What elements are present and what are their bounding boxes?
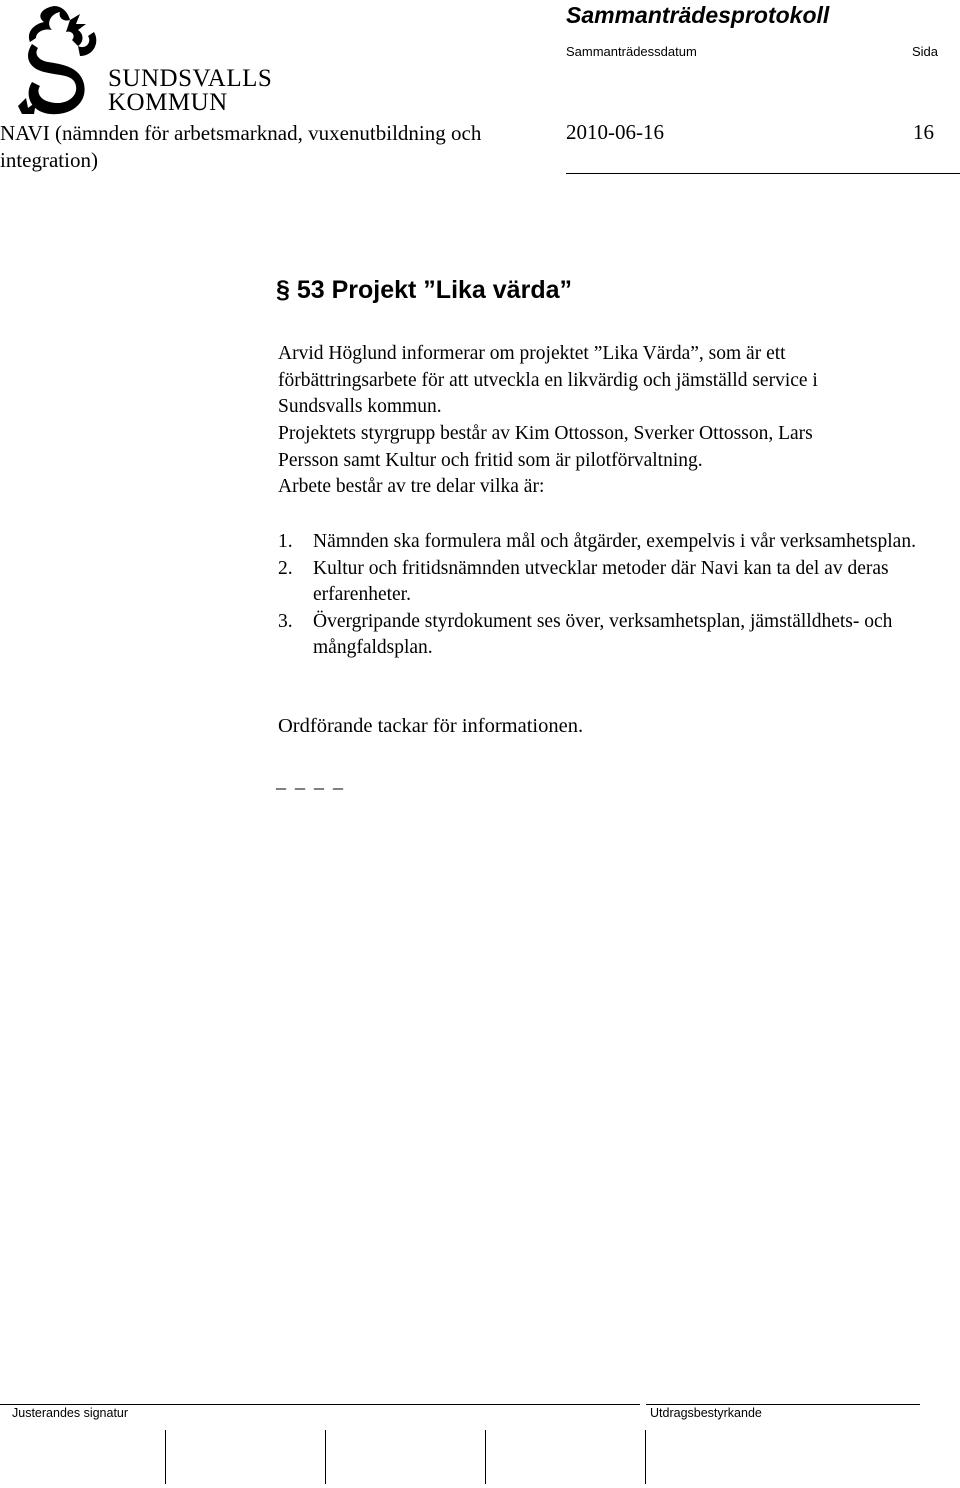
page-label: Sida <box>912 44 939 59</box>
signature-box-divider <box>325 1430 326 1484</box>
numbered-list <box>278 529 918 662</box>
paragraph-line: Arbete består av tre delar vilka är: <box>278 476 545 497</box>
list-item <box>278 556 918 609</box>
list-number: 2. <box>278 557 293 579</box>
header-divider <box>566 173 960 174</box>
list-text: Nämnden ska formulera mål och åtgärder, exempelvis i vår verksamhetsplan. <box>313 531 916 552</box>
list-number: 1. <box>278 531 293 552</box>
paragraph-line: Projektets styrgrupp består av Kim Ottosson, Sverker Ottosson, Lars <box>278 423 813 444</box>
footer-signature-line <box>0 1404 640 1405</box>
municipality-logo <box>14 2 273 118</box>
paragraph-1 <box>278 341 818 421</box>
footer-extract-line <box>646 1404 920 1405</box>
page-number: 16 <box>913 120 934 144</box>
section-end-marker: _ _ _ _ <box>276 770 345 792</box>
signature-label: Justerandes signatur <box>12 1406 129 1420</box>
paragraph-line: Persson samt Kultur och fritid som är pilotförvaltning. <box>278 449 703 471</box>
signature-box-divider <box>485 1430 486 1484</box>
paragraph-2 <box>278 421 813 501</box>
section-heading <box>276 276 572 305</box>
list-item <box>278 609 918 662</box>
paragraph-line: Arvid Höglund informerar om projektet ”Lika Värda”, som är ett <box>278 343 786 364</box>
signature-box-divider <box>645 1430 646 1484</box>
list-text: Kultur och fritidsnämnden utvecklar metoder där Navi kan ta del av deras erfarenheter. <box>313 557 889 605</box>
paragraph-line: förbättringsarbete för att utveckla en likvärdig och jämställd service i <box>278 369 818 391</box>
list-text: Övergripande styrdokument ses över, verksamhetsplan, jämställdhets- och mångfaldsplan. <box>313 610 893 658</box>
closing-sentence: Ordförande tackar för informationen. <box>278 715 584 737</box>
logo-line-1: SUNDSVALLS <box>108 65 273 92</box>
extract-certification-label: Utdragsbestyrkande <box>650 1406 762 1420</box>
list-item <box>278 529 918 556</box>
paragraph-line: Sundsvalls kommun. <box>278 396 442 417</box>
document-type-title: Sammanträdesprotokoll <box>566 2 830 28</box>
meeting-date: 2010-06-16 <box>566 120 664 144</box>
list-number: 3. <box>278 610 293 632</box>
section-title: 53 Projekt ”Lika värda” <box>296 276 572 304</box>
signature-box-divider <box>165 1430 166 1484</box>
meeting-date-label: Sammanträdessdatum <box>566 44 697 59</box>
dragon-s-emblem-icon <box>14 2 104 118</box>
section-symbol: § <box>276 276 290 304</box>
logo-line-2: KOMMUN <box>108 89 228 116</box>
committee-name: NAVI (nämnden för arbetsmarknad, vuxenutbildning och integration) <box>0 121 482 172</box>
